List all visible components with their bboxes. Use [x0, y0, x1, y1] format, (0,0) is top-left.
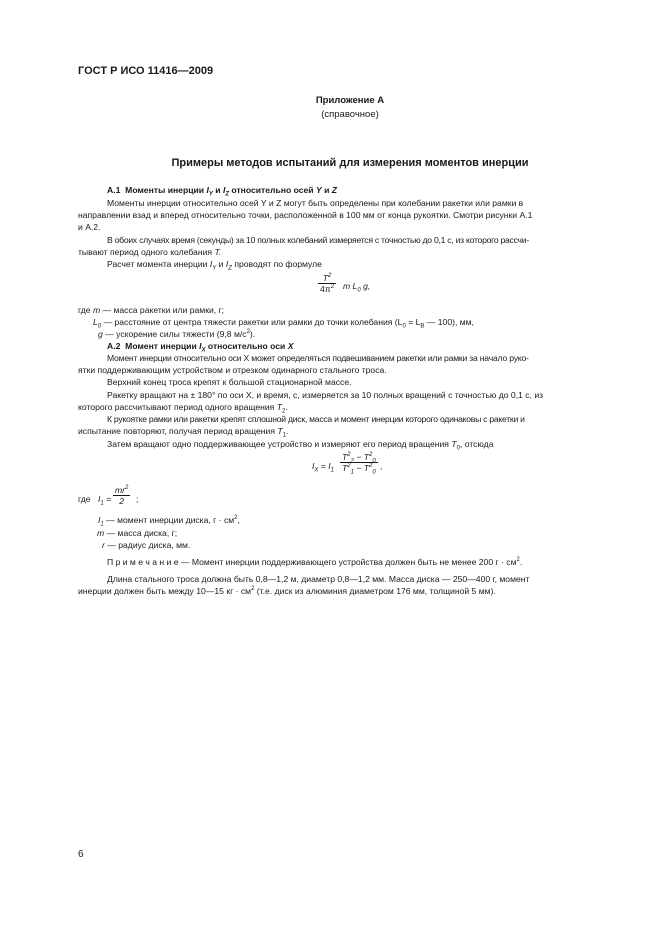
final-para-line2: инерции должен быть между 10—15 кг · $см^2$ (т.е. диск из алюминия диаметром 176 мм, толщиной 5 мм).	[78, 586, 496, 596]
heading-a2: А.2 Момент инерции $I_X$ относительно оси X	[107, 341, 294, 354]
formula-1-fraction: $\frac{T^2}{4\pi^2}$	[320, 273, 335, 294]
a2-where-label: где	[78, 494, 91, 504]
a2-where-disk-end: ;	[136, 494, 139, 504]
formula-2-comma: ,	[380, 461, 383, 471]
a1-para1-line1: Моменты инерции относительно осей Y и Z могут быть определены при колебании ракетки или рамки в	[107, 198, 524, 208]
a1-para1-line3: и А.2.	[78, 222, 101, 232]
a2-para2: Верхний конец троса крепят к большой стационарной массе.	[107, 377, 352, 387]
final-para-line1: Длина стального троса должна быть 0,8—1,2 м, диаметр 0,8—1,2 мм. Масса диска — 250—400 г, момент	[107, 574, 530, 584]
a2-para3-line2: которого рассчитывают период одного вращения $T_2$.	[78, 402, 288, 415]
section-title: Примеры методов испытаний для измерения моментов инерции	[171, 157, 529, 169]
a1-where-gravity: g — ускорение силы тяжести (9,8 $м/с^2$).	[98, 329, 256, 339]
a1-para3: Расчет момента инерции $I_Y$ и $I_Z$ проводят по формуле	[107, 259, 322, 272]
a2-para4-line1: К рукоятке рамки или ракетки крепят сплошной диск, масса и момент инерции которого одинаковы с ракетки и	[107, 414, 525, 424]
a1-para1-line2: направлении взад и вперед относительно точки, расположенной в 100 мм от конца рукоятки. Смотри рисунки А.1	[78, 210, 533, 220]
page-number: 6	[78, 849, 84, 860]
formula-1-rest: m $L_0$ g,	[343, 281, 371, 294]
a1-para2-line1: В обоих случаях время (секунды) за 10 полных колебаний измеряется с точностью до 0,1 с, из которого рассчи-	[107, 235, 529, 245]
a2-where-mass: m — масса диска, г;	[97, 528, 178, 538]
a2-para4-line2: испытание повторяют, получая период вращения $T_1$.	[78, 426, 289, 439]
formula-2-lhs: $I_X = I_1$	[312, 461, 334, 474]
a1-where-mass: где m — масса ракетки или рамки, г;	[78, 305, 225, 315]
annex-subtitle: (справочное)	[321, 109, 379, 120]
a2-where-disk-lhs: $I_1$ =	[98, 494, 112, 507]
a2-para1-line2: ятки поддерживающим устройством и отрезком одинарного стального троса.	[78, 365, 387, 375]
a2-where-disk-fraction: $\frac{mr^2}{2}$	[115, 485, 129, 506]
a2-para3-line1: Ракетку вращают на ± 180° по оси X, и время, с, измеряется за 10 полных вращений с точностью до 0,1 с, из	[107, 390, 544, 400]
a2-para5: Затем вращают одно поддерживающее устройство и измеряют его период вращения $T_0$, отсюда	[107, 439, 494, 452]
a1-where-length: $L_0$ — расстояние от центра тяжести ракетки или рамки до точки колебания ($L_0 = L_B$ — 100), мм,	[93, 317, 474, 330]
a2-para1-line1: Момент инерции относительно оси X может определяться подвешиванием ракетки или рамки за начало руко-	[107, 353, 529, 363]
standard-code: ГОСТ Р ИСО 11416—2009	[78, 65, 214, 77]
heading-a1: А.1 Моменты инерции $I_Y$ и $I_Z$ относительно осей Y и Z	[107, 185, 338, 198]
a2-where-radius: r — радиус диска, мм.	[102, 540, 191, 550]
a2-where-inertia: $I_1$ — момент инерции диска, $г \cdot см^2$,	[98, 515, 240, 528]
a1-para2-line2: тывают период одного колебания T.	[78, 247, 222, 257]
annex-title: Приложение А	[315, 95, 385, 106]
formula-2-fraction: $\frac{T^2_2 - T^2_0}{T^2_1 - T^2_0}$	[342, 452, 376, 476]
note: П р и м е ч а н и е — Момент инерции поддерживающего устройства должен быть не менее 200 $г \cdot см^2$.	[107, 557, 523, 567]
